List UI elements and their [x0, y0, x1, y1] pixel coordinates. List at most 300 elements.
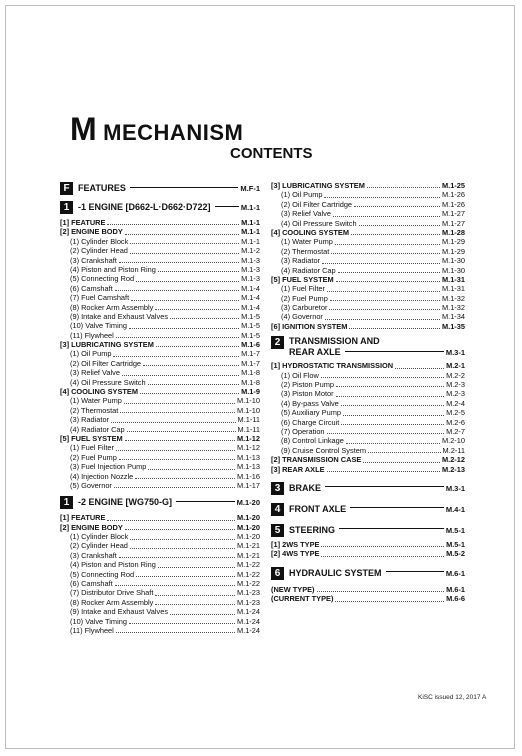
toc-entry-page: M.1-8 [241, 368, 260, 378]
toc-entry-label: (3) Relief Valve [70, 368, 120, 378]
toc-entry-page: M.1-24 [236, 626, 260, 635]
toc-entry-label: (3) Piston Motor [281, 389, 334, 399]
toc-entry-page: M.1-2 [241, 246, 260, 256]
toc-entry-page: M.2-4 [446, 398, 465, 408]
section-page: M.3-1 [445, 483, 465, 493]
toc-entry-label: [1] FEATURE [60, 217, 106, 227]
dot-leader [130, 538, 235, 540]
toc-entry[interactable] [60, 237, 260, 246]
toc-entry[interactable] [271, 228, 465, 237]
toc-entry-page: M.1-17 [236, 480, 260, 490]
steering-list [271, 540, 465, 559]
toc-entry-page: M.1-28 [441, 227, 465, 237]
toc-entry-label: (1) Oil Pump [281, 190, 323, 200]
section-name-line2: REAR AXLE [289, 347, 341, 358]
toc-entry-label: (3) Relief Valve [281, 209, 331, 219]
dot-leader [119, 556, 235, 558]
toc-entry-label: (1) Oil Flow [281, 370, 319, 380]
dot-leader [115, 584, 235, 586]
toc-entry-page: M.1-10 [236, 405, 260, 415]
dot-leader [125, 233, 239, 235]
toc-entry[interactable] [60, 425, 260, 434]
issue-footer: KiSC issued 12, 2017 A [418, 694, 487, 701]
toc-entry-label: (5) Connecting Rod [70, 274, 135, 284]
dot-leader [143, 364, 239, 366]
toc-entry[interactable] [60, 588, 260, 597]
toc-entry-page: M.1-20 [236, 522, 260, 532]
dot-leader [327, 290, 440, 292]
toc-entry[interactable] [271, 275, 465, 284]
toc-entry-page: M.1-16 [236, 471, 260, 481]
toc-entry-label: [1] HYDROSTATIC TRANSMISSION [271, 361, 394, 371]
toc-entry-page: M.2-1 [446, 361, 465, 371]
toc-entry-page: M.2-13 [441, 464, 465, 474]
dot-leader [155, 594, 235, 596]
toc-entry[interactable] [271, 237, 465, 246]
dot-leader [107, 519, 235, 521]
dot-leader [335, 600, 444, 602]
dot-leader [330, 299, 440, 301]
engine2-cont-list [271, 181, 465, 331]
toc-entry-page: M.1-20 [236, 513, 260, 523]
toc-entry-label: (4) Radiator Cap [281, 265, 336, 275]
toc-entry[interactable] [60, 453, 260, 462]
toc-entry[interactable] [60, 551, 260, 560]
toc-entry[interactable] [271, 418, 465, 427]
toc-entry-label: (4) Piston and Piston Ring [70, 560, 156, 570]
toc-entry-label: (4) Radiator Cap [70, 424, 125, 434]
toc-entry-page: M.2-6 [446, 417, 465, 427]
toc-entry-page: M.1-26 [441, 199, 465, 209]
leader-line [325, 486, 444, 487]
section-front-axle[interactable] [271, 503, 465, 516]
toc-entry-page: M.1-11 [237, 424, 260, 434]
toc-entry-page: M.1-22 [236, 569, 260, 579]
toc-entry-label: (6) Camshaft [70, 579, 113, 589]
dot-leader [327, 432, 445, 434]
toc-entry-page: M.1-3 [241, 264, 260, 274]
toc-entry[interactable] [60, 218, 260, 227]
toc-entry-label: [2] ENGINE BODY [60, 227, 123, 237]
section-steering[interactable] [271, 524, 465, 537]
toc-entry-label: (4) Oil Pressure Switch [281, 218, 357, 228]
toc-entry-label: (10) Valve Timing [70, 321, 127, 331]
dot-leader [107, 223, 239, 225]
toc-entry-page: M.1-3 [241, 274, 260, 284]
toc-entry-label: [2] TRANSMISSION CASE [271, 455, 362, 465]
dot-leader [113, 355, 239, 357]
leader-line [176, 501, 235, 502]
toc-entry-label: (3) Carburetor [281, 303, 328, 313]
toc-entry[interactable] [60, 331, 260, 340]
section-features[interactable] [60, 182, 260, 195]
toc-entry-page: M.1-21 [236, 550, 260, 560]
toc-entry-page: M.1-6 [241, 340, 260, 350]
toc-entry-label: (10) Valve Timing [70, 616, 127, 626]
leader-line [130, 187, 239, 188]
dot-leader [125, 439, 235, 441]
dot-leader [395, 367, 444, 369]
toc-entry-label: [3] LUBRICATING SYSTEM [271, 180, 365, 190]
toc-entry[interactable] [60, 443, 260, 452]
toc-entry-page: M.1-22 [236, 579, 260, 589]
toc-entry[interactable] [60, 303, 260, 312]
title-letter: M [70, 111, 98, 147]
toc-entry-page: M.1-12 [236, 433, 260, 443]
dot-leader [130, 252, 239, 254]
toc-entry[interactable] [60, 415, 260, 424]
dot-leader [335, 243, 440, 245]
toc-entry[interactable] [271, 380, 465, 389]
dot-leader [329, 308, 440, 310]
section-engine-wg750[interactable] [60, 496, 260, 509]
toc-entry-page: M.1-26 [441, 190, 465, 200]
toc-entry-label: (2) Cylinder Head [70, 246, 128, 256]
dot-leader [125, 528, 235, 530]
toc-entry[interactable] [60, 349, 260, 358]
dot-leader [346, 442, 440, 444]
toc-entry[interactable] [60, 481, 260, 490]
toc-entry-label: (2) Oil Filter Cartridge [70, 358, 142, 368]
toc-entry[interactable] [60, 598, 260, 607]
toc-entry[interactable] [60, 607, 260, 616]
toc-entry[interactable] [60, 560, 260, 569]
toc-entry[interactable] [60, 293, 260, 302]
section-brake[interactable] [271, 482, 465, 495]
toc-entry-page: M.1-9 [241, 387, 260, 397]
toc-entry-page: M.1-24 [236, 607, 260, 617]
toc-entry[interactable] [60, 617, 260, 626]
section-page: M.4-1 [445, 504, 465, 514]
toc-entry[interactable] [271, 371, 465, 380]
section-box: 3 [271, 482, 284, 495]
toc-entry-page: M.1-5 [241, 321, 260, 331]
toc-entry[interactable] [60, 284, 260, 293]
toc-entry-page: M.1-29 [441, 246, 465, 256]
section-name: -2 ENGINE [WG750-G] [78, 497, 173, 508]
toc-entry-page: M.5-2 [446, 549, 465, 559]
dot-leader [127, 430, 236, 432]
toc-entry[interactable] [60, 532, 260, 541]
toc-entry-page: M.1-25 [441, 180, 465, 190]
toc-entry[interactable] [60, 274, 260, 283]
section-box: 5 [271, 524, 284, 537]
dot-leader [136, 280, 239, 282]
toc-entry-page: M.1-29 [441, 237, 465, 247]
toc-entry[interactable] [60, 472, 260, 481]
toc-entry-page: M.1-21 [236, 541, 260, 551]
toc-entry-page: M.1-1 [241, 227, 260, 237]
section-name: HYDRAULIC SYSTEM [289, 567, 382, 578]
dot-leader [336, 280, 440, 282]
contents-heading: CONTENTS [230, 145, 313, 162]
toc-entry[interactable] [60, 359, 260, 368]
toc-entry[interactable] [271, 446, 465, 455]
dot-leader [135, 477, 235, 479]
toc-entry[interactable] [60, 396, 260, 405]
dot-leader [120, 411, 235, 413]
toc-entry[interactable] [271, 200, 465, 209]
toc-entry-page: M.1-22 [236, 560, 260, 570]
toc-entry-label: (2) Fuel Pump [70, 452, 117, 462]
toc-entry-label: (2) Fuel Pump [281, 293, 328, 303]
toc-entry-page: M.5-1 [446, 539, 465, 549]
section-box: 1 [60, 201, 73, 214]
toc-entry-label: (11) Flywheel [70, 626, 114, 635]
toc-entry-label: [5] FUEL SYSTEM [60, 433, 123, 443]
toc-entry-page: M.2-3 [446, 380, 465, 390]
dot-leader [336, 385, 444, 387]
toc-entry-label: [1] FEATURE [60, 513, 106, 523]
toc-entry[interactable] [60, 513, 260, 522]
toc-entry[interactable] [271, 266, 465, 275]
toc-entry[interactable] [271, 585, 465, 594]
toc-entry-page: M.2-12 [441, 455, 465, 465]
dot-leader [130, 242, 239, 244]
toc-entry-page: M.1-32 [441, 303, 465, 313]
toc-entry-label: (3) Radiator [281, 256, 321, 266]
toc-entry-label: [4] COOLING SYSTEM [271, 227, 350, 237]
toc-entry-label: (1) Fuel Filter [281, 284, 325, 294]
toc-entry-page: M.1-4 [241, 283, 260, 293]
toc-entry[interactable] [60, 542, 260, 551]
toc-entry[interactable] [60, 406, 260, 415]
dot-leader [336, 395, 445, 397]
toc-entry-label: (1) Fuel Filter [70, 443, 114, 453]
section-page: M.6-1 [445, 568, 465, 578]
dot-leader [124, 402, 235, 404]
toc-entry-page: M.6-1 [446, 584, 465, 594]
dot-leader [148, 468, 235, 470]
toc-entry-page: M.1-3 [241, 255, 260, 265]
section-name: STEERING [289, 524, 336, 535]
dot-leader [155, 603, 235, 605]
toc-entry-page: M.1-24 [236, 616, 260, 626]
toc-entry[interactable] [60, 462, 260, 471]
toc-entry-label: (2) Oil Filter Cartridge [281, 199, 353, 209]
toc-entry[interactable] [271, 427, 465, 436]
dot-leader [359, 224, 440, 226]
toc-entry[interactable] [271, 303, 465, 312]
toc-entry-page: M.1-7 [241, 358, 260, 368]
dot-leader [333, 215, 440, 217]
toc-entry[interactable] [271, 322, 465, 331]
toc-entry-page: M.6-6 [446, 594, 465, 604]
dot-leader [129, 327, 239, 329]
toc-entry-label: (5) Governor [70, 480, 112, 490]
toc-entry[interactable] [271, 294, 465, 303]
toc-entry-label: (5) Connecting Rod [70, 569, 135, 579]
toc-entry[interactable] [271, 436, 465, 445]
toc-entry[interactable] [60, 378, 260, 387]
toc-entry[interactable] [271, 209, 465, 218]
toc-entry[interactable] [271, 181, 465, 190]
section-box: 4 [271, 503, 284, 516]
leader-line [339, 528, 444, 529]
toc-entry[interactable] [60, 523, 260, 532]
toc-entry[interactable] [60, 579, 260, 588]
dot-leader [351, 233, 440, 235]
toc-entry-label: (7) Distributor Drive Shaft [70, 588, 154, 598]
toc-entry-page: M.1-4 [241, 302, 260, 312]
toc-entry[interactable] [271, 361, 465, 370]
dot-leader [122, 374, 239, 376]
toc-entry-page: M.1-23 [236, 597, 260, 607]
engine1-list [60, 218, 260, 490]
toc-entry[interactable] [60, 256, 260, 265]
hydraulic-list [271, 585, 465, 604]
dot-leader [341, 404, 444, 406]
toc-entry[interactable] [271, 408, 465, 417]
toc-entry-label: (9) Intake and Exhaust Valves [70, 311, 169, 321]
toc-entry[interactable] [271, 389, 465, 398]
toc-entry-label: (2) Thermostat [281, 246, 330, 256]
section-transmission[interactable] [271, 336, 465, 358]
leader-line [350, 507, 444, 508]
toc-entry-label: (2) Piston Pump [281, 380, 334, 390]
toc-entry-label: (2) Thermostat [70, 405, 119, 415]
toc-entry-page: M.1-27 [441, 209, 465, 219]
toc-entry-label: (8) Rocker Arm Assembly [70, 302, 154, 312]
dot-leader [327, 470, 440, 472]
leader-line [386, 571, 444, 572]
section-name: FRONT AXLE [289, 503, 347, 514]
toc-entry-page: M.1-20 [236, 532, 260, 542]
toc-entry-label: (1) Cylinder Block [70, 236, 129, 246]
toc-entry[interactable] [60, 246, 260, 255]
toc-entry[interactable] [60, 570, 260, 579]
toc-entry[interactable] [271, 399, 465, 408]
toc-entry[interactable] [271, 540, 465, 549]
toc-entry-label: (9) Intake and Exhaust Valves [70, 607, 169, 617]
toc-entry-page: M.1-1 [241, 236, 260, 246]
section-page: M.1-20 [236, 498, 260, 508]
toc-entry-page: M.1-1 [241, 217, 260, 227]
toc-entry-page: M.1-30 [441, 256, 465, 266]
toc-entry-page: M.2-11 [442, 445, 465, 455]
toc-entry[interactable] [271, 219, 465, 228]
dot-leader [368, 451, 441, 453]
toc-entry-label: (4) By-pass Valve [281, 398, 339, 408]
toc-entry-label: (3) Crankshaft [70, 255, 117, 265]
toc-entry-label: (7) Operation [281, 426, 325, 436]
toc-entry-page: M.1-11 [237, 415, 260, 425]
toc-entry[interactable] [271, 190, 465, 199]
toc-entry-label: (1) Cylinder Block [70, 532, 129, 542]
toc-entry-page: M.1-13 [236, 462, 260, 472]
toc-entry-label: (5) Auxiliary Pump [281, 408, 341, 418]
section-name: BRAKE [289, 482, 322, 493]
toc-entry-page: M.2-2 [446, 370, 465, 380]
section-box: 2 [271, 336, 284, 349]
right-column [271, 181, 465, 604]
toc-entry-page: M.1-23 [236, 588, 260, 598]
dot-leader [131, 299, 239, 301]
toc-entry-label: (7) Fuel Camshaft [70, 293, 130, 303]
toc-entry-page: M.2-7 [446, 426, 465, 436]
transmission-list [271, 361, 465, 474]
toc-entry-page: M.1-31 [441, 284, 465, 294]
dot-leader [321, 555, 444, 557]
toc-entry-label: [2] 4WS TYPE [271, 549, 320, 559]
dot-leader [129, 622, 235, 624]
engine2-list [60, 513, 260, 635]
section-hydraulic[interactable] [271, 567, 465, 580]
toc-entry-label: (CURRENT TYPE) [271, 594, 334, 604]
dot-leader [349, 327, 440, 329]
toc-entry-page: M.1-32 [441, 293, 465, 303]
toc-entry[interactable] [60, 227, 260, 236]
leader-line [345, 351, 444, 352]
toc-entry[interactable] [60, 626, 260, 635]
toc-entry-page: M.1-35 [441, 321, 465, 331]
dot-leader [354, 205, 440, 207]
toc-entry[interactable] [60, 312, 260, 321]
section-box: F [60, 182, 73, 195]
toc-entry[interactable] [60, 321, 260, 330]
toc-entry-page: M.1-10 [236, 396, 260, 406]
toc-entry[interactable] [60, 387, 260, 396]
toc-entry[interactable] [271, 549, 465, 558]
toc-entry[interactable] [271, 312, 465, 321]
toc-entry[interactable] [271, 247, 465, 256]
dot-leader [341, 423, 444, 425]
toc-entry-label: (4) Piston and Piston Ring [70, 264, 156, 274]
toc-entry-page: M.1-4 [241, 293, 260, 303]
toc-entry-page: M.2-3 [446, 389, 465, 399]
toc-entry-label: [6] IGNITION SYSTEM [271, 321, 348, 331]
toc-entry[interactable] [271, 455, 465, 464]
section-box: 6 [271, 567, 284, 580]
toc-entry-label: [4] COOLING SYSTEM [60, 387, 139, 397]
toc-entry[interactable] [271, 256, 465, 265]
toc-entry-page: M.1-8 [241, 377, 260, 387]
toc-entry-page: M.1-31 [441, 274, 465, 284]
toc-entry-page: M.1-5 [241, 311, 260, 321]
dot-leader [317, 590, 445, 592]
title-word: MECHANISM [103, 120, 244, 145]
dot-leader [321, 545, 444, 547]
toc-entry-label: (8) Control Linkage [281, 436, 344, 446]
toc-entry-label: (1) Water Pump [70, 396, 122, 406]
dot-leader [367, 186, 440, 188]
toc-entry[interactable] [271, 594, 465, 603]
toc-entry-label: (11) Flywheel [70, 330, 114, 340]
toc-entry-label: (6) Camshaft [70, 283, 113, 293]
toc-entry[interactable] [60, 340, 260, 349]
toc-entry[interactable] [60, 368, 260, 377]
toc-entry[interactable] [271, 284, 465, 293]
dot-leader [116, 631, 235, 633]
toc-entry[interactable] [60, 265, 260, 274]
toc-entry-label: (4) Injection Nozzle [70, 471, 134, 481]
toc-entry-label: [5] FUEL SYSTEM [271, 274, 334, 284]
toc-entry-page: M.1-12 [236, 443, 260, 453]
toc-entry-label: [3] LUBRICATING SYSTEM [60, 340, 154, 350]
toc-entry-label: [1] 2WS TYPE [271, 539, 320, 549]
toc-entry-page: M.1-13 [236, 452, 260, 462]
dot-leader [114, 486, 235, 488]
toc-entry-page: M.2-5 [446, 408, 465, 418]
toc-entry-page: M.1-7 [241, 349, 260, 359]
section-engine-d662[interactable] [60, 201, 260, 214]
toc-entry-page: M.1-34 [441, 312, 465, 322]
toc-entry[interactable] [271, 465, 465, 474]
dot-leader [321, 376, 444, 378]
toc-entry[interactable] [60, 434, 260, 443]
toc-entry-label: (3) Fuel Injection Pump [70, 462, 147, 472]
toc-entry-label: (3) Radiator [70, 415, 110, 425]
